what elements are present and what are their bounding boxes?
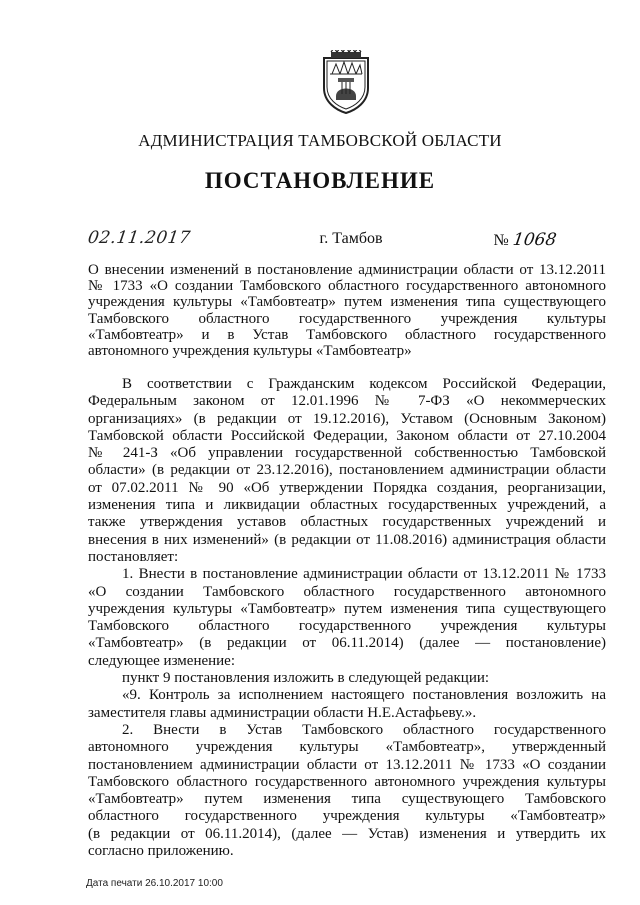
subject-line: О внесении изменений в постановление администрации области от 13.12.2011 bbox=[88, 262, 606, 278]
body-line: (в редакции от 06.11.2014), (далее — Устав) изменения и утвердить их bbox=[88, 825, 606, 842]
body-line: «О создании Тамбовского областного государственного автономного bbox=[88, 583, 606, 600]
body-line: постановляет: bbox=[88, 548, 179, 565]
body-line: 1. Внести в постановление администрации области от 13.12.2011 № 1733 bbox=[122, 566, 606, 583]
body-line: 2. Внести в Устав Тамбовского областного государственного bbox=[122, 721, 606, 738]
date-number-line bbox=[88, 228, 614, 252]
subject-line: Тамбовского областного государственного учреждения культуры bbox=[88, 310, 606, 327]
subject-line: учреждения культуры «Тамбовтеатр» путем изменения типа существующего bbox=[88, 294, 606, 311]
body-line: Федеральным законом от 12.01.1996 № 7-ФЗ «О некоммерческих bbox=[88, 393, 606, 410]
body-line: изменения типа и ликвидации областных государственных учреждений, а bbox=[88, 497, 606, 514]
print-date: Дата печати 26.10.2017 10:00 bbox=[86, 878, 223, 889]
body-line: «Тамбовтеатр» путем изменения типа существующего Тамбовского bbox=[88, 791, 606, 808]
document-subject bbox=[88, 262, 606, 359]
document-title: ПОСТАНОВЛЕНИЕ bbox=[204, 168, 436, 193]
number-prefix: № bbox=[493, 232, 509, 249]
subject-line: автономного учреждения культуры «Тамбовтеатр» bbox=[88, 343, 412, 360]
body-line: областного государственного учреждения культуры «Тамбовтеатр» bbox=[88, 808, 606, 825]
body-line: № 241-З «Об управлении государственной собственностью Тамбовской bbox=[88, 445, 606, 462]
city-name: г. Тамбов bbox=[319, 230, 383, 247]
body-line: «Тамбовтеатр» (в редакции от 06.11.2014) (далее — постановление) bbox=[88, 635, 606, 652]
organization-name: АДМИНИСТРАЦИЯ ТАМБОВСКОЙ ОБЛАСТИ bbox=[138, 131, 502, 150]
body-line: «9. Контроль за исполнением настоящего постановления возложить на bbox=[122, 687, 606, 704]
document-number: 1068 bbox=[511, 230, 558, 250]
document-body bbox=[88, 376, 606, 860]
body-line: следующее изменение: bbox=[88, 652, 236, 669]
body-line: заместителя главы администрации области Н.Е.Астафьеву.». bbox=[88, 704, 477, 721]
body-line: области» (в редакции от 23.12.2016), постановлением администрации области bbox=[88, 462, 606, 479]
document-number-block bbox=[493, 230, 556, 250]
document-date: 02.11.2017 bbox=[86, 228, 192, 248]
body-line: также утверждения уставов областных государственных учреждений и bbox=[88, 514, 606, 531]
body-line: пункт 9 постановления изложить в следующей редакции: bbox=[122, 670, 490, 687]
body-line: от 07.02.2011 № 90 «Об утверждении Порядка создания, реорганизации, bbox=[88, 479, 606, 496]
body-line: Тамбовского областного государственного автономного учреждения культуры bbox=[88, 773, 606, 790]
subject-line: № 1733 «О создании Тамбовского областного государственного автономного bbox=[88, 278, 606, 295]
subject-line: «Тамбовтеатр» и в Устав Тамбовского областного государственного bbox=[88, 326, 606, 343]
body-line: Тамбовского областного государственного учреждения культуры bbox=[88, 618, 606, 635]
body-line: внесения в них изменений» (в редакции от 11.08.2016) администрация области bbox=[88, 531, 606, 548]
body-line: учреждения культуры «Тамбовтеатр» путем изменения типа существующего bbox=[88, 600, 606, 617]
body-line: организациях» (в редакции от 19.12.2016), Уставом (Основным Законом) bbox=[88, 410, 606, 427]
body-line: Тамбовской области Российской Федерации, Законом области от 27.10.2004 bbox=[88, 427, 606, 444]
body-line: постановлением администрации области от 13.12.2011 № 1733 «О создании bbox=[88, 756, 606, 773]
body-line: автономного учреждения культуры «Тамбовтеатр», утвержденный bbox=[88, 739, 606, 756]
body-line: В соответствии с Гражданским кодексом Российской Федерации, bbox=[122, 376, 606, 392]
body-line: согласно приложению. bbox=[88, 843, 234, 860]
coat-of-arms-icon bbox=[318, 50, 374, 114]
